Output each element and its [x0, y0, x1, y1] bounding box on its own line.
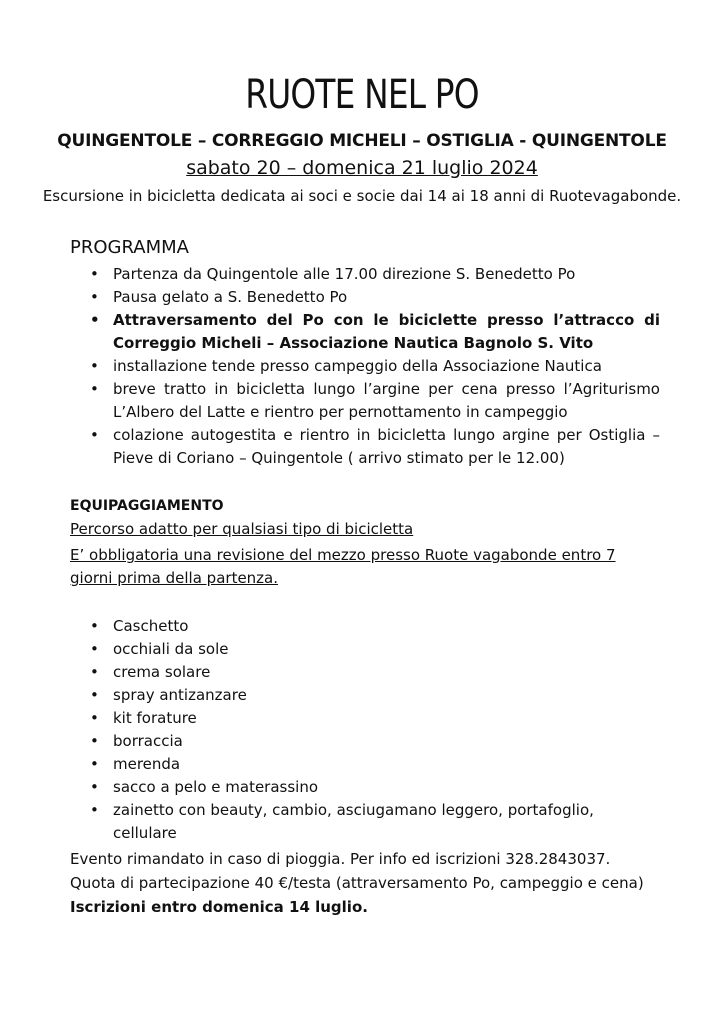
programma-heading: PROGRAMMA [70, 237, 189, 258]
list-item: • spray antizanzare [70, 684, 660, 707]
page-title: RUOTE NEL PO [245, 72, 479, 118]
list-item: • Partenza da Quingentole alle 17.00 direzione S. Benedetto Po [70, 263, 660, 286]
programma-list [70, 263, 660, 470]
fee-text: Quota di partecipazione 40 €/testa (attraversamento Po, campeggio e cena) [70, 874, 644, 892]
list-item: • zainetto con beauty, cambio, asciugamano leggero, portafoglio, cellulare [70, 799, 660, 845]
event-dates: sabato 20 – domenica 21 luglio 2024 [186, 157, 538, 179]
list-item: • Attraversamento del Po con le biciclette presso l’attracco di Correggio Micheli – Associazione Nautica Bagnolo S. Vito [70, 309, 660, 355]
list-item: • borraccia [70, 730, 660, 753]
route-subtitle: QUINGENTOLE – CORREGGIO MICHELI – OSTIGLIA - QUINGENTOLE [57, 131, 667, 151]
equipaggiamento-heading: EQUIPAGGIAMENTO [70, 498, 224, 514]
registration-deadline: Iscrizioni entro domenica 14 luglio. [70, 898, 368, 916]
bike-note: Percorso adatto per qualsiasi tipo di bicicletta [70, 520, 414, 538]
list-item: • colazione autogestita e rientro in bicicletta lungo argine per Ostiglia – Pieve di Coriano – Quingentole ( arrivo stimato per le 12.00) [70, 424, 660, 470]
list-item: • installazione tende presso campeggio della Associazione Nautica [70, 355, 660, 378]
list-item: • sacco a pelo e materassino [70, 776, 660, 799]
revision-note: E’ obbligatoria una revisione del mezzo presso Ruote vagabonde entro 7 giorni prima della partenza. [70, 546, 616, 587]
list-item: • occhiali da sole [70, 638, 660, 661]
list-item: • breve tratto in bicicletta lungo l’argine per cena presso l’Agriturismo L’Albero del Latte e rientro per pernottamento in campeggio [70, 378, 660, 424]
intro-text: Escursione in bicicletta dedicata ai soci e socie dai 14 ai 18 anni di Ruotevagabonde. [42, 187, 682, 205]
list-item: • Pausa gelato a S. Benedetto Po [70, 286, 660, 309]
list-item: • kit forature [70, 707, 660, 730]
list-item: • merenda [70, 753, 660, 776]
list-item: • Caschetto [70, 615, 660, 638]
list-item: • crema solare [70, 661, 660, 684]
equipment-list [70, 615, 660, 845]
info-contact: Evento rimandato in caso di pioggia. Per info ed iscrizioni 328.2843037. [70, 850, 611, 868]
